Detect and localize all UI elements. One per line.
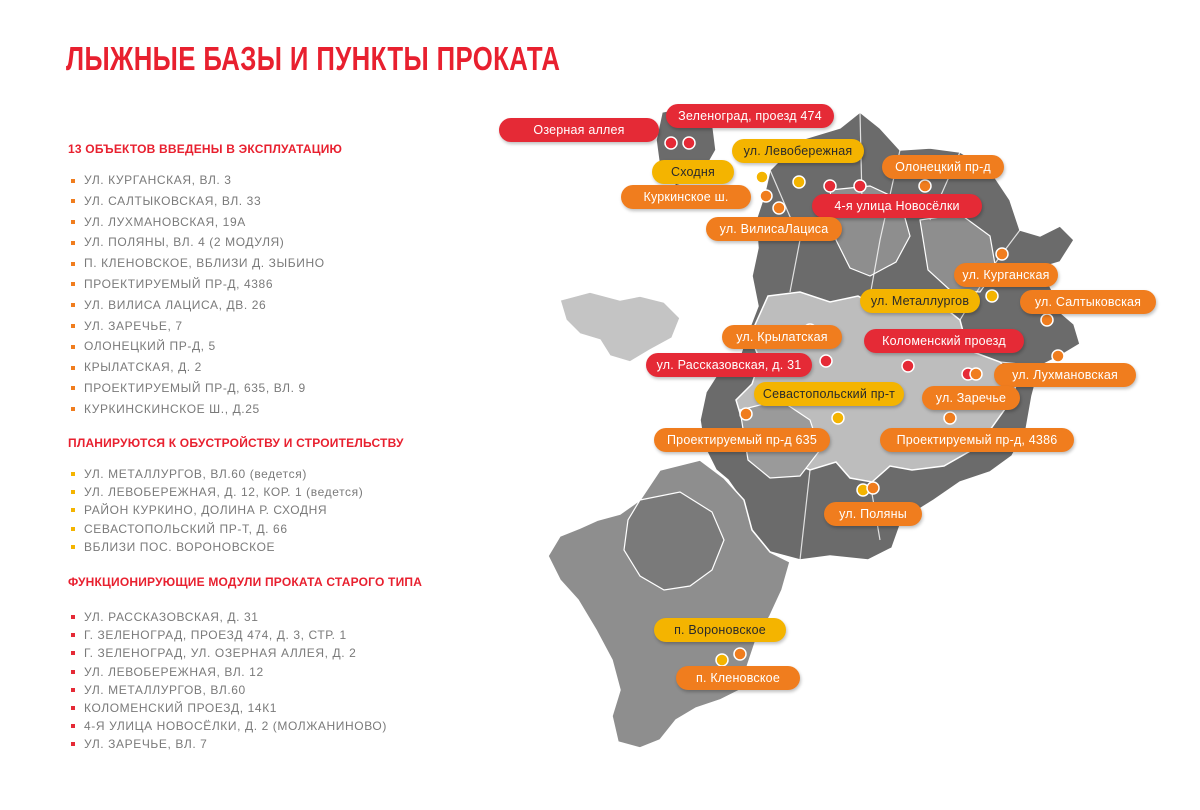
list-item: Г. ЗЕЛЕНОГРАД, ПРОЕЗД 474, Д. 3, СТР. 1: [68, 626, 387, 644]
list-item: УЛ. КУРГАНСКАЯ, ВЛ. 3: [68, 170, 325, 191]
bullet-icon: [71, 199, 75, 203]
map-label-polyany[interactable]: ул. Поляны: [824, 502, 922, 526]
list-item: УЛ. САЛТЫКОВСКАЯ, ВЛ. 33: [68, 191, 325, 212]
map-label-olonetsky[interactable]: Олонецкий пр-д: [882, 155, 1004, 179]
marker-metallurgov-yellow: [986, 290, 998, 302]
marker-klenovskoe: [734, 648, 746, 660]
bullet-icon: [71, 633, 75, 637]
list-planned: [68, 465, 363, 556]
marker-zarechye-orange: [970, 368, 982, 380]
marker-levoberezhnaya-red: [824, 180, 836, 192]
bullet-icon: [71, 527, 75, 531]
map-label-skhodnya[interactable]: Сходня: [652, 160, 734, 184]
bullet-icon: [71, 651, 75, 655]
marker-ozernaya: [665, 137, 677, 149]
west-enclave: [560, 292, 680, 362]
list-item: КУРКИНСКИНСКОЕ Ш., Д.25: [68, 399, 325, 420]
bullet-icon: [71, 407, 75, 411]
marker-kurkinskoe: [760, 190, 772, 202]
list-item: УЛ. ЛУХМАНОВСКАЯ, 19А: [68, 212, 325, 233]
bullet-icon: [71, 706, 75, 710]
map-label-novoselki[interactable]: 4-я улица Новосёлки: [812, 194, 982, 218]
map-label-levoberezhnaya[interactable]: ул. Левобережная: [732, 139, 864, 163]
page-title: ЛЫЖНЫЕ БАЗЫ И ПУНКТЫ ПРОКАТА: [66, 40, 561, 77]
list-item: СЕВАСТОПОЛЬСКИЙ ПР-Т, Д. 66: [68, 520, 363, 538]
list-item: КОЛОМЕНСКИЙ ПРОЕЗД, 14К1: [68, 699, 387, 717]
list-item: 4-Я УЛИЦА НОВОСЁЛКИ, Д. 2 (МОЛЖАНИНОВО): [68, 717, 387, 735]
map-label-metallurgov[interactable]: ул. Металлургов: [860, 289, 980, 313]
list-item: КРЫЛАТСКАЯ, Д. 2: [68, 357, 325, 378]
section-heading-planned: ПЛАНИРУЮТСЯ К ОБУСТРОЙСТВУ И СТРОИТЕЛЬСТВУ: [68, 436, 404, 450]
list-item: ОЛОНЕЦКИЙ ПР-Д, 5: [68, 336, 325, 357]
list-item: УЛ. ЗАРЕЧЬЕ, 7: [68, 316, 325, 337]
bullet-icon: [71, 472, 75, 476]
bullet-icon: [71, 615, 75, 619]
bullet-icon: [71, 724, 75, 728]
marker-zelenograd-474: [683, 137, 695, 149]
list-item: УЛ. ВИЛИСА ЛАЦИСА, ДВ. 26: [68, 295, 325, 316]
map-label-ozernaya[interactable]: Озерная аллея: [499, 118, 659, 142]
marker-skhodnya: [756, 171, 768, 183]
bullet-icon: [71, 688, 75, 692]
map-label-saltykovskaya[interactable]: ул. Салтыковская: [1020, 290, 1156, 314]
list-item: ПРОЕКТИРУЕМЫЙ ПР-Д, 4386: [68, 274, 325, 295]
bullet-icon: [71, 241, 75, 245]
bullet-icon: [71, 345, 75, 349]
marker-novoselki: [854, 180, 866, 192]
bullet-icon: [71, 366, 75, 370]
list-old-modules: [68, 608, 387, 754]
marker-rasskazovskaya: [820, 355, 832, 367]
list-item: УЛ. МЕТАЛЛУРГОВ, ВЛ.60 (ведется): [68, 465, 363, 483]
list-item: УЛ. МЕТАЛЛУРГОВ, ВЛ.60: [68, 681, 387, 699]
marker-levoberezhnaya-yellow: [793, 176, 805, 188]
marker-proezd-4386: [944, 412, 956, 424]
list-item: УЛ. ПОЛЯНЫ, ВЛ. 4 (2 МОДУЛЯ): [68, 232, 325, 253]
map-label-klenovskoe[interactable]: п. Кленовское: [676, 666, 800, 690]
map-label-rasskazovskaya[interactable]: ул. Рассказовская, д. 31: [646, 353, 812, 377]
map-label-krylatskaya[interactable]: ул. Крылатская: [722, 325, 842, 349]
list-item: ВБЛИЗИ ПОС. ВОРОНОВСКОЕ: [68, 538, 363, 556]
bullet-icon: [71, 303, 75, 307]
bullet-icon: [71, 386, 75, 390]
map-label-proezd-635[interactable]: Проектируемый пр-д 635: [654, 428, 830, 452]
list-item: П. КЛЕНОВСКОЕ, ВБЛИЗИ Д. ЗЫБИНО: [68, 253, 325, 274]
map-label-proezd-4386[interactable]: Проектируемый пр-д, 4386: [880, 428, 1074, 452]
bullet-icon: [71, 324, 75, 328]
list-item: РАЙОН КУРКИНО, ДОЛИНА Р. СХОДНЯ: [68, 501, 363, 519]
marker-voronovskoe: [716, 654, 728, 666]
map-label-sevastopolsky[interactable]: Севастопольский пр-т: [754, 382, 904, 406]
list-item: УЛ. РАССКАЗОВСКАЯ, Д. 31: [68, 608, 387, 626]
section-heading-old-modules: ФУНКЦИОНИРУЮЩИЕ МОДУЛИ ПРОКАТА СТАРОГО ТИПА: [68, 575, 423, 589]
map-label-kolomensky[interactable]: Коломенский проезд: [864, 329, 1024, 353]
bullet-icon: [71, 262, 75, 266]
list-item: УЛ. ЛЕВОБЕРЕЖНАЯ, Д. 12, КОР. 1 (ведется): [68, 483, 363, 501]
section-heading-operational: 13 ОБЪЕКТОВ ВВЕДЕНЫ В ЭКСПЛУАТАЦИЮ: [68, 142, 343, 156]
marker-saltykovskaya: [1041, 314, 1053, 326]
marker-polyany-orange: [867, 482, 879, 494]
list-item: ПРОЕКТИРУЕМЫЙ ПР-Д, 635, ВЛ. 9: [68, 378, 325, 399]
marker-lukhmanovskaya: [1052, 350, 1064, 362]
marker-kolomensky: [902, 360, 914, 372]
map-label-kurganskaya[interactable]: ул. Курганская: [954, 263, 1058, 287]
map-label-zarechye[interactable]: ул. Заречье: [922, 386, 1020, 410]
marker-olonetsky: [919, 180, 931, 192]
bullet-icon: [71, 282, 75, 286]
marker-vilisa: [773, 202, 785, 214]
list-operational: [68, 170, 325, 420]
map-label-lukhmanovskaya[interactable]: ул. Лухмановская: [994, 363, 1136, 387]
bullet-icon: [71, 670, 75, 674]
list-item: УЛ. ЛЕВОБЕРЕЖНАЯ, ВЛ. 12: [68, 663, 387, 681]
map-label-zelenograd-474[interactable]: Зеленоград, проезд 474: [666, 104, 834, 128]
bullet-icon: [71, 220, 75, 224]
marker-proezd-635: [740, 408, 752, 420]
bullet-icon: [71, 179, 75, 183]
bullet-icon: [71, 742, 75, 746]
bullet-icon: [71, 545, 75, 549]
marker-kurganskaya: [996, 248, 1008, 260]
map-label-voronovskoe[interactable]: п. Вороновское: [654, 618, 786, 642]
bullet-icon: [71, 508, 75, 512]
list-item: Г. ЗЕЛЕНОГРАД, УЛ. ОЗЕРНАЯ АЛЛЕЯ, Д. 2: [68, 644, 387, 662]
marker-sevastopolsky: [832, 412, 844, 424]
map-label-vilisa[interactable]: ул. ВилисаЛациса: [706, 217, 842, 241]
map-label-kurkinskoe[interactable]: Куркинское ш.: [621, 185, 751, 209]
list-item: УЛ. ЗАРЕЧЬЕ, ВЛ. 7: [68, 735, 387, 753]
bullet-icon: [71, 490, 75, 494]
